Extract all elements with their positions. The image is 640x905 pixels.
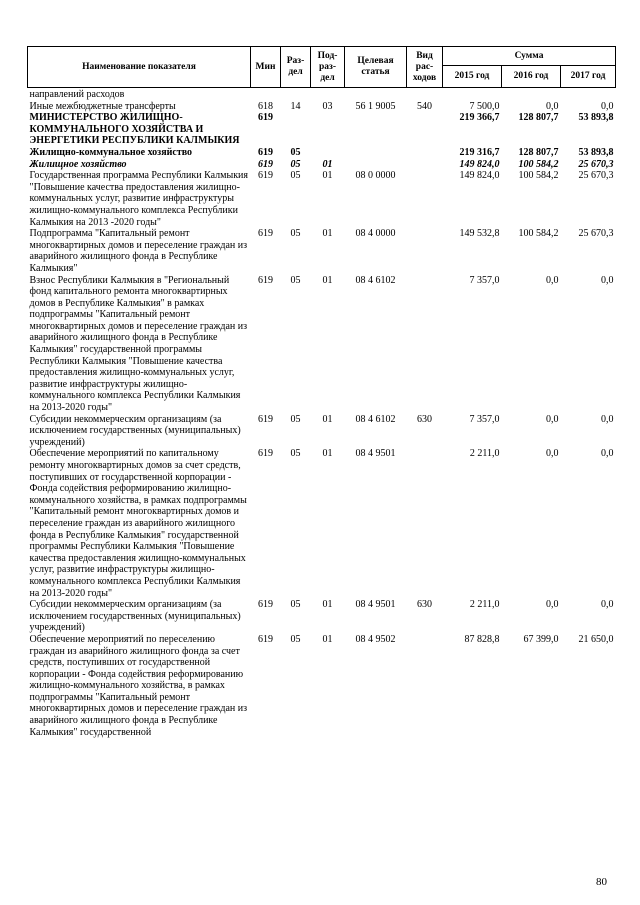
cell-target-article: 56 1 9005 [355,100,396,112]
cell-razdel: 14 [290,100,301,112]
cell-sum-2016: 100 584,2 [518,228,559,240]
cell-target-article [345,88,407,101]
col-header-2015: 2015 год [443,66,502,88]
table-row [28,170,616,228]
cell-expense-type [407,448,443,599]
cell-sum-2017: 25 670,3 [578,170,614,182]
cell-podrazdel: 01 [322,158,333,170]
cell-podrazdel: 01 [322,413,333,425]
cell-expense-type [407,112,443,147]
cell-sum-2016: 67 399,0 [523,633,559,645]
cell-razdel [281,112,311,147]
page-number: 80 [596,876,607,888]
cell-sum-2017: 0,0 [601,274,614,286]
cell-razdel: 05 [290,448,301,460]
cell-sum-2015: 2 211,0 [469,448,500,460]
cell-sum-2016: 128 807,7 [518,146,559,158]
col-header-summa: Сумма [443,47,616,66]
cell-podrazdel: 01 [322,274,333,286]
col-header-razdel: Раз- дел [281,47,311,88]
cell-min: 619 [258,228,273,240]
table-header [28,47,616,88]
cell-sum-2016: 0,0 [546,413,559,425]
cell-podrazdel [311,112,345,147]
col-header-vid: Вид рас- ходов [407,47,443,88]
table-row [28,112,616,147]
cell-min: 619 [258,112,273,124]
cell-sum-2017: 53 893,8 [578,146,614,158]
cell-target-article [345,147,407,159]
table-row [28,448,616,599]
table-row [28,88,616,101]
cell-expense-type [407,228,443,274]
col-header-podrazdel: Под- раз- дел [311,47,345,88]
cell-podrazdel [311,147,345,159]
cell-min: 619 [258,158,273,170]
cell-min: 619 [258,633,273,645]
table-row [28,634,616,738]
cell-sum-2016: 100 584,2 [518,158,559,170]
cell-target-article: 08 4 6102 [355,413,396,425]
cell-sum-2017: 53 893,8 [578,112,614,124]
cell-name: Государственная программа Республики Калмыкия "Повышение качества предоставления жилищно-коммунальных услуг, развитие инфраструктуры жилищно-коммунального комплекса Республики Калмыкия на 2013 -2020 годы" [29,170,249,228]
cell-podrazdel: 01 [322,170,333,182]
cell-sum-2015: 219 366,7 [459,112,500,124]
cell-sum-2016: 0,0 [546,448,559,460]
cell-podrazdel: 01 [322,448,333,460]
cell-razdel: 05 [290,274,301,286]
cell-target-article: 08 4 9502 [355,633,396,645]
cell-razdel: 05 [290,599,301,611]
table-row [28,101,616,113]
cell-min: 619 [258,170,273,182]
cell-razdel: 05 [290,146,301,158]
cell-target-article [345,112,407,147]
cell-sum-2017: 25 670,3 [578,158,614,170]
cell-min: 619 [258,413,273,425]
cell-sum-2015: 149 824,0 [459,158,500,170]
cell-min: 619 [258,274,273,286]
col-header-statya: Целевая статья [345,47,407,88]
cell-target-article [345,159,407,171]
cell-name: Субсидии некоммерческим организациям (за исключением государственных (муниципальных) учреждений) [29,599,241,634]
cell-target-article: 08 4 9501 [355,448,396,460]
cell-expense-type [407,88,443,101]
cell-sum-2016: 0,0 [546,100,559,112]
table-row [28,599,616,634]
cell-expense-type: 630 [417,599,432,611]
col-header-min: Мин [251,47,281,88]
cell-sum-2015: 2 211,0 [469,599,500,611]
cell-sum-2017 [561,88,616,101]
table-row [28,147,616,159]
budget-table [27,46,616,738]
col-header-2016: 2016 год [502,66,561,88]
cell-podrazdel: 03 [322,100,333,112]
cell-sum-2017: 0,0 [601,448,614,460]
cell-expense-type [407,147,443,159]
cell-razdel: 05 [290,158,301,170]
cell-podrazdel: 01 [322,599,333,611]
cell-sum-2015: 7 357,0 [469,274,500,286]
cell-expense-type: 540 [417,100,432,112]
cell-name: Иные межбюджетные трансферты [29,100,176,112]
cell-name: Обеспечение мероприятий по переселению граждан из аварийного жилищного фонда за счет средств, поступивших от государственной корпорации - Фонда содействия реформированию жилищно-коммунального хозяйства, в рамках подпрограммы "Капитальный ремонт многоквартирных домов и переселение граждан из аварийного жилищного фонда в Республике Калмыкия" государственной [29,633,248,738]
cell-target-article: 08 4 6102 [355,274,396,286]
cell-sum-2015: 87 828,8 [464,633,500,645]
cell-razdel: 05 [290,413,301,425]
table-row [28,228,616,274]
cell-razdel: 05 [290,228,301,240]
cell-sum-2017: 0,0 [601,599,614,611]
cell-target-article: 08 4 9501 [355,599,396,611]
cell-sum-2015: 219 316,7 [459,146,500,158]
cell-expense-type [407,159,443,171]
cell-expense-type [407,634,443,738]
cell-name: Подпрограмма "Капитальный ремонт многоквартирных домов и переселение граждан из аварийного жилищного фонда в Республике Калмыкия" [29,228,248,274]
cell-sum-2016: 0,0 [546,599,559,611]
table-row [28,414,616,449]
cell-expense-type: 630 [417,413,432,425]
cell-podrazdel [311,88,345,101]
cell-sum-2017: 25 670,3 [578,228,614,240]
cell-sum-2015: 7 500,0 [469,100,500,112]
cell-name: Жилищное хозяйство [29,158,127,170]
cell-name: Субсидии некоммерческим организациям (за исключением государственных (муниципальных) учреждений) [29,413,241,448]
cell-sum-2017: 21 650,0 [578,633,614,645]
cell-name: направлений расходов [29,89,125,100]
cell-sum-2016: 128 807,7 [518,112,559,124]
cell-min: 618 [258,100,273,112]
cell-name: Жилищно-коммунальное хозяйство [29,146,193,158]
cell-sum-2015: 149 824,0 [459,170,500,182]
cell-sum-2016 [502,88,561,101]
cell-sum-2016: 100 584,2 [518,170,559,182]
cell-sum-2017: 0,0 [601,413,614,425]
col-header-name: Наименование показателя [28,47,251,88]
cell-razdel [281,88,311,101]
table-row [28,275,616,414]
cell-sum-2016: 0,0 [546,274,559,286]
cell-sum-2017: 0,0 [601,100,614,112]
cell-expense-type [407,170,443,228]
cell-min [251,88,281,101]
cell-target-article: 08 4 0000 [355,228,396,240]
cell-name: Взнос Республики Калмыкия в "Региональный фонд капитального ремонта многоквартирных домов в Республике Калмыкия" в рамках подпрограммы "Капитальный ремонт многоквартирных домов и переселение граждан из аварийного жилищного фонда в Республике Калмыкия" государственной программы Республики Калмыкия "Повышение качества предоставления жилищно-коммунальных услуг, развитие инфраструктуры жилищно-коммунального комплекса Республики Калмыкия на 2013-2020 годы" [29,274,248,414]
cell-sum-2015 [443,88,502,101]
cell-podrazdel: 01 [322,633,333,645]
col-header-2017: 2017 год [561,66,616,88]
cell-min: 619 [258,599,273,611]
cell-podrazdel: 01 [322,228,333,240]
cell-min: 619 [258,448,273,460]
table-body [28,88,616,739]
table-row [28,159,616,171]
cell-name: Обеспечение мероприятий по капитальному ремонту многоквартирных домов за счет средств, поступивших от государственной корпорации - Фонда содействия реформированию жилищно-коммунального хозяйства, в рамках подпрограммы "Капитальный ремонт многоквартирных домов и переселение граждан из аварийного жилищного фонда в Республике Калмыкия" государственной программы Республики Калмыкия "Повышение качества предоставления жилищно-коммунальных услуг, развитие инфраструктуры жилищно-коммунального комплекса Республики Калмыкия на 2013-2020 годы" [29,448,247,599]
cell-sum-2015: 149 532,8 [459,228,500,240]
cell-sum-2015: 7 357,0 [469,413,500,425]
cell-expense-type [407,275,443,414]
cell-razdel: 05 [290,170,301,182]
cell-name: МИНИСТЕРСТВО ЖИЛИЩНО-КОММУНАЛЬНОГО ХОЗЯЙСТВА И ЭНЕРГЕТИКИ РЕСПУБЛИКИ КАЛМЫКИЯ [29,112,240,147]
cell-target-article: 08 0 0000 [355,170,396,182]
cell-razdel: 05 [290,633,301,645]
cell-min: 619 [258,146,273,158]
